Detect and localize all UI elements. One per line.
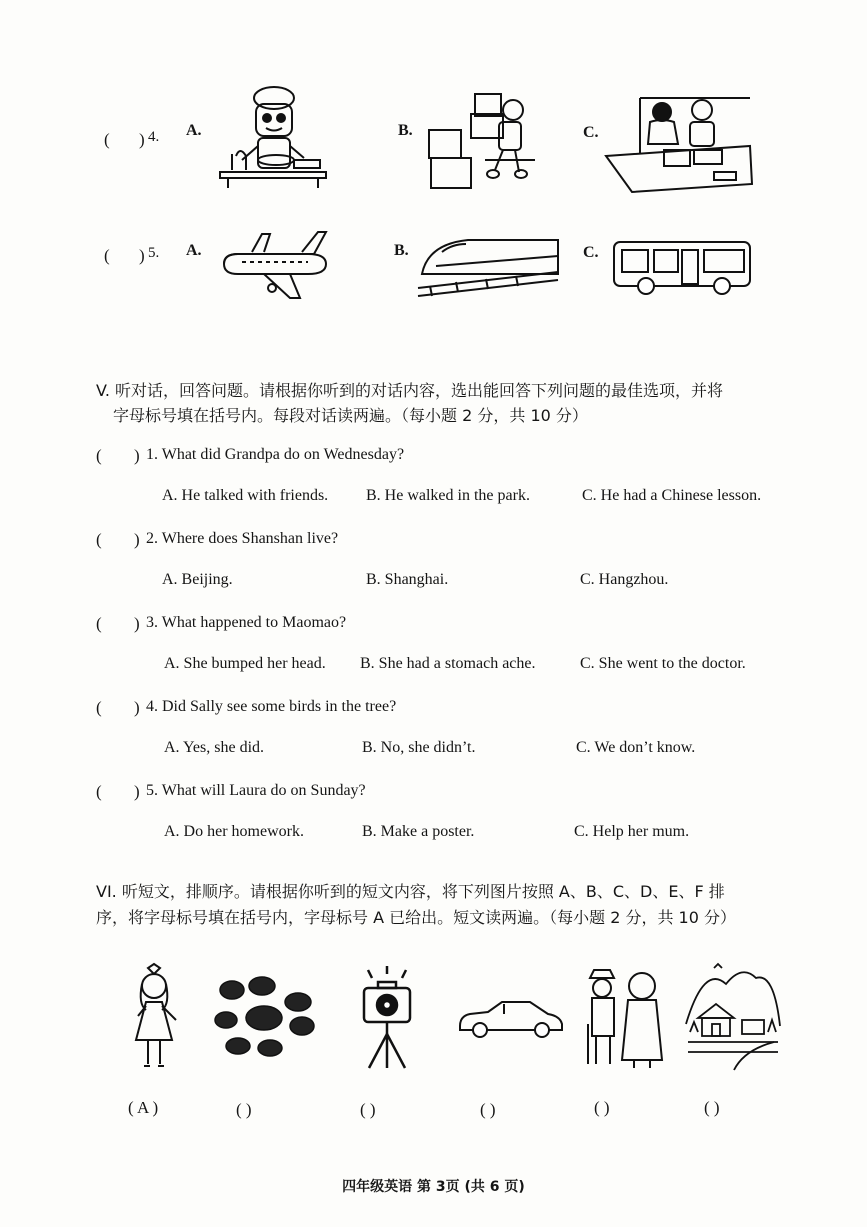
- airplane-icon: [218, 228, 330, 300]
- question-text: 1. What did Grandpa do on Wednesday?: [146, 446, 405, 463]
- option-a[interactable]: A. Beijing.: [162, 571, 233, 588]
- option-a[interactable]: A. She bumped her head.: [164, 655, 326, 672]
- option-a-label: A.: [186, 122, 202, 139]
- option-b[interactable]: B. She had a stomach ache.: [360, 655, 536, 672]
- option-c[interactable]: C. Help her mum.: [574, 823, 690, 840]
- option-b[interactable]: B. Make a poster.: [362, 823, 475, 840]
- answer-paren-close[interactable]: ): [134, 530, 140, 549]
- option-b-label: B.: [394, 242, 409, 259]
- section-6-heading-cont: 序，将字母标号填在括号内，字母标号 A 已给出。短文读两遍。（每小题 2 分，共 10 分）: [96, 908, 737, 927]
- order-answer-blank[interactable]: ( ): [236, 1100, 252, 1119]
- car-icon: [456, 996, 564, 1040]
- option-c-label: C.: [583, 244, 599, 261]
- section-5-heading: V. 听对话，回答问题。请根据你听到的对话内容，选出能回答下列问题的最佳选项，并将: [96, 381, 724, 400]
- option-a[interactable]: A. Yes, she did.: [164, 739, 265, 756]
- question-text: 4. Did Sally see some birds in the tree?: [146, 698, 397, 715]
- order-answer-blank[interactable]: ( ): [704, 1098, 720, 1117]
- section-5-heading-cont: 字母标号填在括号内。每段对话读两遍。（每小题 2 分，共 10 分）: [113, 406, 588, 425]
- answer-paren-close[interactable]: ): [139, 130, 145, 149]
- answer-paren-open: (: [96, 614, 102, 633]
- option-a-label: A.: [186, 242, 202, 259]
- answer-paren-close[interactable]: ): [139, 246, 145, 265]
- order-answer-a: ( A ): [128, 1098, 159, 1117]
- option-c[interactable]: C. We don’t know.: [576, 739, 696, 756]
- section-6-heading: VI. 听短文，排顺序。请根据你听到的短文内容，将下列图片按照 A、B、C、D、E、F 排: [96, 882, 725, 901]
- camera-icon: [356, 964, 426, 1070]
- order-answer-blank[interactable]: ( ): [480, 1100, 496, 1119]
- option-c-label: C.: [583, 124, 599, 141]
- option-c[interactable]: C. Hangzhou.: [580, 571, 669, 588]
- answer-paren-close[interactable]: ): [134, 446, 140, 465]
- answer-paren-close[interactable]: ): [134, 614, 140, 633]
- answer-paren-open: (: [104, 246, 110, 265]
- question-number: 5.: [148, 245, 160, 261]
- option-b[interactable]: B. No, she didn’t.: [362, 739, 476, 756]
- dumplings-icon: [214, 976, 316, 1060]
- option-c[interactable]: C. He had a Chinese lesson.: [582, 487, 762, 504]
- grandparents-icon: [584, 964, 668, 1072]
- answer-paren-open: (: [96, 698, 102, 717]
- bus-icon: [610, 238, 754, 298]
- question-text: 3. What happened to Maomao?: [146, 614, 347, 631]
- question-number: 4.: [148, 129, 160, 145]
- answer-paren-open: (: [104, 130, 110, 149]
- robot-tutor-icon: [604, 94, 754, 194]
- cook-robot-icon: [218, 84, 330, 190]
- option-b[interactable]: B. Shanghai.: [366, 571, 449, 588]
- option-b-label: B.: [398, 122, 413, 139]
- answer-paren-open: (: [96, 530, 102, 549]
- option-c[interactable]: C. She went to the doctor.: [580, 655, 746, 672]
- answer-paren-close[interactable]: ): [134, 782, 140, 801]
- option-a[interactable]: A. He talked with friends.: [162, 487, 329, 504]
- page-footer: 四年级英语 第 3页 (共 6 页): [342, 1179, 525, 1195]
- question-text: 5. What will Laura do on Sunday?: [146, 782, 366, 799]
- order-answer-blank[interactable]: ( ): [360, 1100, 376, 1119]
- answer-paren-close[interactable]: ): [134, 698, 140, 717]
- order-answer-blank[interactable]: ( ): [594, 1098, 610, 1117]
- delivery-robot-icon: [425, 88, 537, 192]
- girl-icon: [130, 962, 186, 1072]
- answer-paren-open: (: [96, 446, 102, 465]
- option-a[interactable]: A. Do her homework.: [164, 823, 304, 840]
- option-b[interactable]: B. He walked in the park.: [366, 487, 530, 504]
- train-icon: [416, 234, 560, 300]
- answer-paren-open: (: [96, 782, 102, 801]
- question-text: 2. Where does Shanshan live?: [146, 530, 339, 547]
- village-icon: [684, 962, 782, 1070]
